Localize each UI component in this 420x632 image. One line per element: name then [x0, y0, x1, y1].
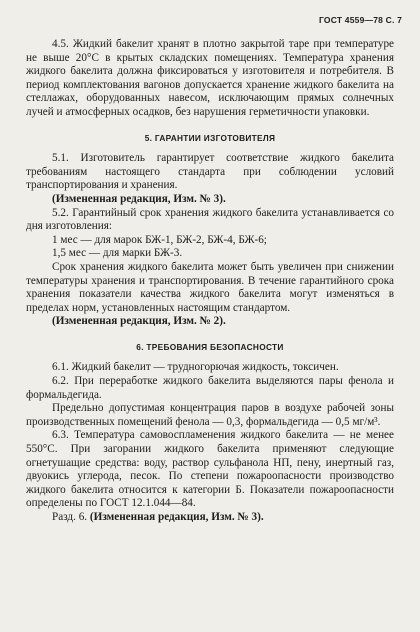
paragraph-5-2: 5.2. Гарантийный срок хранения жидкого бакелита устанавливается со дня изготовления:	[26, 206, 394, 233]
edit-note-5-2: (Измененная редакция, Изм. № 2).	[52, 315, 226, 328]
section-heading-6: 6. ТРЕБОВАНИЯ БЕЗОПАСНОСТИ	[136, 341, 284, 352]
paragraph-6-3: 6.3. Температура самовоспламенения жидкого бакелита — не менее 550°С. При загорании жидкого бакелита применяют следующие огнетушащие средства: воду, раствор сульфанола НП, пену, инертный газ, двуокись углерода, песок. По степени пожароопасности производство жидкого бакелита относится к категории Б. Показатели пожароопасности определены по ГОСТ 12.1.044—84.	[26, 429, 394, 510]
page-content	[26, 38, 394, 525]
paragraph-5-2-line-1: 1 мес — для марок БЖ-1, БЖ-2, БЖ-4, БЖ-6;	[52, 233, 267, 246]
paragraph-6-1: 6.1. Жидкий бакелит — трудногорючая жидкость, токсичен.	[52, 361, 339, 374]
paragraph-5-2-continued: Срок хранения жидкого бакелита может быть увеличен при снижении температуры хранения и транспортирования. В течение гарантийного срока хранения показатели качества жидкого бакелита могут изменяться в пределах норм, установленных настоящим стандартом.	[26, 260, 394, 314]
paragraph-5-1: 5.1. Изготовитель гарантирует соответствие жидкого бакелита требованиям настоящего стандарта при соблюдении условий транспортирования и хранения.	[26, 152, 394, 192]
page-header: ГОСТ 4559—78 С. 7	[318, 15, 402, 25]
paragraph-5-2-line-2: 1,5 мес — для марки БЖ-3.	[52, 247, 183, 260]
edit-note-5-1: (Измененная редакция, Изм. № 3).	[52, 192, 226, 205]
edit-note-section-6: Разд. 6. (Измененная редакция, Изм. № 3).	[52, 511, 264, 523]
section-heading-5: 5. ГАРАНТИИ ИЗГОТОВИТЕЛЯ	[144, 132, 276, 143]
paragraph-6-2-continued: Предельно допустимая концентрация паров в воздухе рабочей зоны производственных помещений фенола — 0,3, формальдегида — 0,5 мг/м³.	[26, 402, 394, 428]
paragraph-6-2: 6.2. При переработке жидкого бакелита выделяются пары фенола и формальдегида.	[26, 375, 394, 401]
paragraph-4-5: 4.5. Жидкий бакелит хранят в плотно закрытой таре при температуре не выше 20°С в крытых складских помещениях. Температура хранения жидкого бакелита должна фиксироваться у изготовителя и потребителя. В период комплектования вагонов допускается хранение жидкого бакелита на стеллажах, оборудованных навесом, исключающим прямых солнечных лучей и атмосферных осадков, без нарушения герметичности упаковки.	[26, 38, 394, 118]
